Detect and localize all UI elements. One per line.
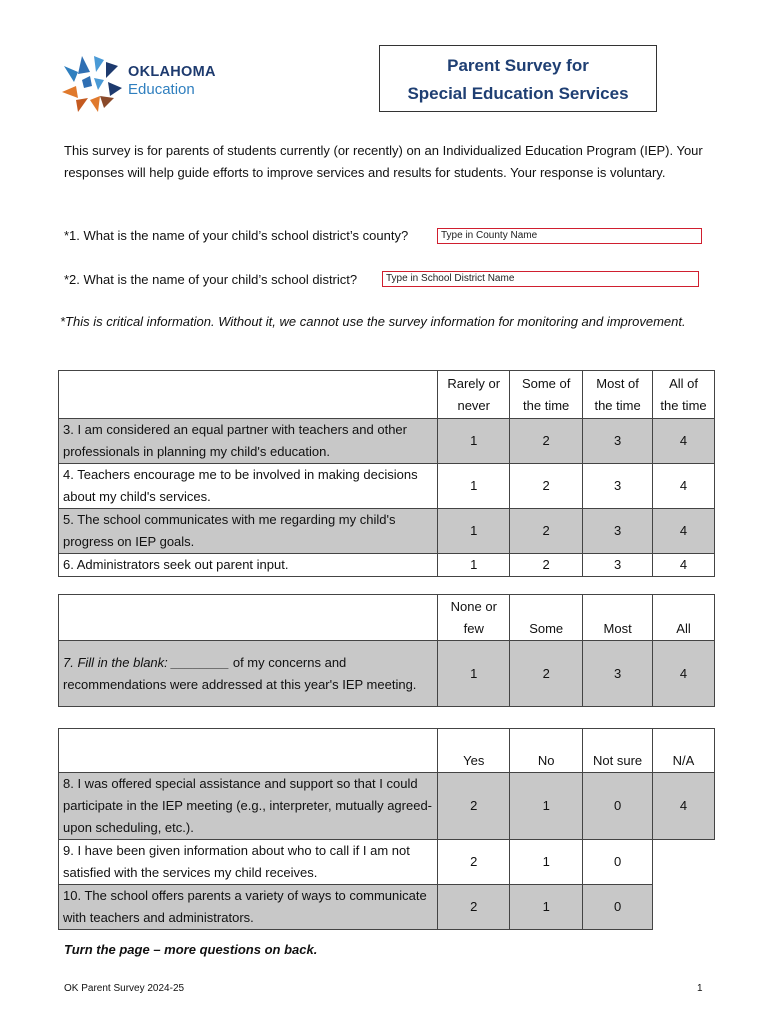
response-option[interactable]: 0 (583, 840, 653, 885)
response-option[interactable]: 1 (438, 641, 510, 707)
empty-cell (653, 885, 715, 930)
response-option[interactable]: 2 (510, 554, 583, 577)
logo-text-oklahoma: OKLAHOMA (128, 64, 216, 80)
response-option[interactable]: 2 (510, 641, 583, 707)
header-blank-cell (59, 729, 438, 773)
header-cell: Not sure (583, 729, 653, 773)
response-option[interactable]: 2 (438, 773, 510, 840)
response-option[interactable]: 2 (510, 419, 583, 464)
survey-title-box (379, 45, 657, 112)
table-row-q6 (59, 554, 715, 577)
table-row-q8 (59, 773, 715, 840)
survey-table-frequency (58, 370, 715, 577)
logo-text-education: Education (128, 81, 195, 98)
header-blank-cell (59, 595, 438, 641)
table-row-q9 (59, 840, 715, 885)
table-row-q7 (59, 641, 715, 707)
question-text: 7. Fill in the blank: ________ of my concerns and recommendations were addressed at this year's IEP meeting. (59, 641, 438, 707)
school-district-field[interactable]: Type in School District Name (382, 271, 699, 287)
county-name-field[interactable]: Type in County Name (437, 228, 702, 244)
header-cell: All of the time (653, 371, 715, 419)
header-cell: None or few (438, 595, 510, 641)
page-number: 1 (697, 983, 703, 994)
table-row-q10 (59, 885, 715, 930)
response-option[interactable]: 1 (438, 509, 510, 554)
response-option[interactable]: 1 (438, 419, 510, 464)
header-cell: Most (583, 595, 653, 641)
survey-table-concerns (58, 594, 715, 707)
question-text: 4. Teachers encourage me to be involved in making decisions about my child's services. (59, 464, 438, 509)
header-cell: All (653, 595, 715, 641)
oklahoma-education-logo (60, 52, 230, 114)
table-header-row (59, 371, 715, 419)
response-option[interactable]: 3 (583, 641, 653, 707)
response-option[interactable]: 2 (438, 840, 510, 885)
turn-page-note: Turn the page – more questions on back. (64, 942, 318, 957)
response-option[interactable]: 1 (510, 885, 583, 930)
response-option[interactable]: 4 (653, 419, 715, 464)
critical-info-note: *This is critical information. Without it, we cannot use the survey information for monitoring and improvement. (60, 314, 686, 329)
header-cell: Some of the time (510, 371, 583, 419)
response-option[interactable]: 1 (438, 554, 510, 577)
question-2-label: *2. What is the name of your child’s school district? (64, 272, 358, 287)
response-option[interactable]: 3 (583, 509, 653, 554)
state-star-icon (60, 52, 124, 114)
header-cell: Yes (438, 729, 510, 773)
response-option[interactable]: 0 (583, 885, 653, 930)
response-option[interactable]: 3 (583, 554, 653, 577)
question-text: 3. I am considered an equal partner with teachers and other professionals in planning my child's education. (59, 419, 438, 464)
footer-title: OK Parent Survey 2024-25 (64, 983, 185, 994)
response-option[interactable]: 3 (583, 419, 653, 464)
title-line-2: Special Education Services (407, 84, 629, 103)
response-option[interactable]: 1 (438, 464, 510, 509)
header-cell: Rarely or never (438, 371, 510, 419)
question-text: 9. I have been given information about who to call if I am not satisfied with the services my child receives. (59, 840, 438, 885)
response-option[interactable]: 4 (653, 509, 715, 554)
header-cell: No (510, 729, 583, 773)
empty-cell (653, 840, 715, 885)
table-header-row (59, 595, 715, 641)
title-line-1: Parent Survey for (447, 56, 589, 75)
response-option[interactable]: 2 (510, 464, 583, 509)
table-row-q5 (59, 509, 715, 554)
table-header-row (59, 729, 715, 773)
response-option[interactable]: 1 (510, 773, 583, 840)
response-option[interactable]: 4 (653, 554, 715, 577)
header-cell: N/A (653, 729, 715, 773)
table-row-q4 (59, 464, 715, 509)
question-1-label: *1. What is the name of your child’s school district’s county? (64, 228, 409, 243)
intro-paragraph: This survey is for parents of students currently (or recently) on an Individualized Education Program (IEP). Your responses will help guide efforts to improve services and results for students. Your response is voluntary. (64, 143, 703, 180)
response-option[interactable]: 4 (653, 464, 715, 509)
response-option[interactable]: 3 (583, 464, 653, 509)
response-option[interactable]: 2 (510, 509, 583, 554)
response-option[interactable]: 1 (510, 840, 583, 885)
question-text: 8. I was offered special assistance and support so that I could participate in the IEP meeting (e.g., interpreter, mutually agreed-upon scheduling, etc.). (59, 773, 438, 840)
question-text: 5. The school communicates with me regarding my child's progress on IEP goals. (59, 509, 438, 554)
response-option[interactable]: 4 (653, 773, 715, 840)
question-text: 6. Administrators seek out parent input. (59, 554, 438, 577)
response-option[interactable]: 0 (583, 773, 653, 840)
survey-table-yes-no (58, 728, 715, 930)
response-option[interactable]: 2 (438, 885, 510, 930)
table-row-q3 (59, 419, 715, 464)
header-cell: Most of the time (583, 371, 653, 419)
header-blank-cell (59, 371, 438, 419)
header-cell: Some (510, 595, 583, 641)
response-option[interactable]: 4 (653, 641, 715, 707)
question-text: 10. The school offers parents a variety of ways to communicate with teachers and administrators. (59, 885, 438, 930)
